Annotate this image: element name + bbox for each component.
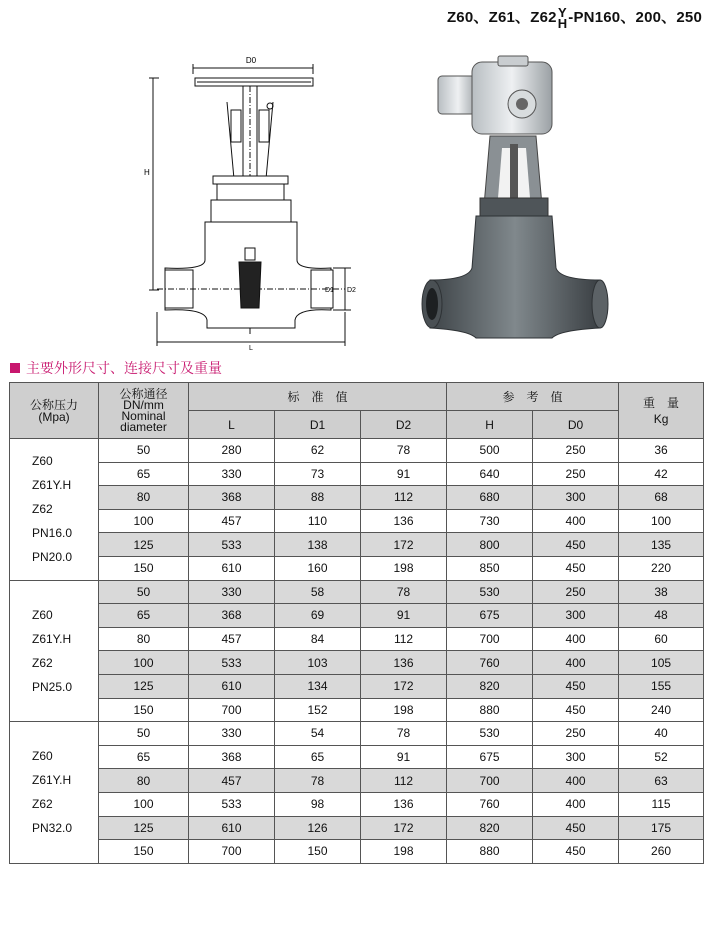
valve-photo	[410, 48, 625, 348]
table-cell: 110	[275, 509, 361, 533]
pressure-group-line: PN20.0	[32, 550, 73, 565]
table-cell: 530	[447, 580, 533, 604]
header-pressure: 公称压力 (Mpa)	[10, 383, 99, 439]
table-cell: 700	[447, 769, 533, 793]
table-cell: 533	[189, 792, 275, 816]
table-cell: 610	[189, 674, 275, 698]
table-row	[10, 840, 704, 864]
table-cell: 160	[275, 556, 361, 580]
table-cell: 58	[275, 580, 361, 604]
pressure-group-line: Z61Y.H	[32, 478, 72, 493]
table-row	[10, 769, 704, 793]
table-cell: 63	[619, 769, 704, 793]
table-cell: 112	[361, 486, 447, 510]
table-cell: 50	[99, 580, 189, 604]
table-cell: 52	[619, 745, 704, 769]
table-cell: 300	[533, 486, 619, 510]
table-cell: 112	[361, 769, 447, 793]
table-cell: 38	[619, 580, 704, 604]
table-cell: 65	[99, 745, 189, 769]
table-cell: 48	[619, 604, 704, 628]
table-cell: 250	[533, 439, 619, 463]
table-row	[10, 486, 704, 510]
table-cell: 80	[99, 627, 189, 651]
table-cell: 68	[619, 486, 704, 510]
pressure-group-line: PN25.0	[32, 679, 73, 694]
table-cell: 220	[619, 556, 704, 580]
table-cell: 98	[275, 792, 361, 816]
table-cell: 300	[533, 604, 619, 628]
pressure-group-label	[10, 439, 99, 581]
table-cell: 125	[99, 674, 189, 698]
table-cell: 760	[447, 651, 533, 675]
table-cell: 78	[361, 580, 447, 604]
title-top: Y	[558, 5, 567, 21]
table-cell: 250	[533, 722, 619, 746]
header-l: L	[189, 411, 275, 439]
table-row	[10, 792, 704, 816]
table-cell: 850	[447, 556, 533, 580]
pressure-group-line: PN32.0	[32, 821, 73, 836]
table-cell: 150	[275, 840, 361, 864]
header-d1: D1	[275, 411, 361, 439]
table-cell: 150	[99, 698, 189, 722]
table-cell: 88	[275, 486, 361, 510]
table-cell: 820	[447, 674, 533, 698]
table-cell: 300	[533, 745, 619, 769]
table-cell: 400	[533, 769, 619, 793]
table-cell: 457	[189, 509, 275, 533]
table-cell: 450	[533, 698, 619, 722]
table-cell: 175	[619, 816, 704, 840]
table-cell: 84	[275, 627, 361, 651]
table-cell: 78	[361, 722, 447, 746]
table-cell: 250	[533, 580, 619, 604]
table-row	[10, 509, 704, 533]
table-row	[10, 439, 704, 463]
table-cell: 100	[99, 792, 189, 816]
table-cell: 680	[447, 486, 533, 510]
table-cell: 50	[99, 722, 189, 746]
label-d1: D1	[325, 287, 334, 294]
header-standard: 标 准 值	[189, 383, 447, 411]
table-cell: 91	[361, 745, 447, 769]
table-cell: 330	[189, 580, 275, 604]
spec-table	[9, 382, 704, 864]
table-cell: 368	[189, 745, 275, 769]
table-cell: 198	[361, 556, 447, 580]
table-row	[10, 462, 704, 486]
table-cell: 457	[189, 769, 275, 793]
table-cell: 172	[361, 816, 447, 840]
table-row	[10, 533, 704, 557]
table-cell: 450	[533, 533, 619, 557]
title-prefix: Z60、Z61、Z62	[446, 9, 557, 26]
header-d2: D2	[361, 411, 447, 439]
pressure-group-line: Z60	[32, 607, 53, 622]
header-diameter: 公称通径 DN/mm Nominal diameter	[99, 383, 189, 439]
table-cell: 69	[275, 604, 361, 628]
table-cell: 112	[361, 627, 447, 651]
section-title: 主要外形尺寸、连接尺寸及重量	[26, 360, 222, 376]
table-row	[10, 722, 704, 746]
table-cell: 152	[275, 698, 361, 722]
pressure-group-line: Z60	[32, 749, 53, 764]
table-cell: 36	[619, 439, 704, 463]
pressure-group-line: Z62	[32, 502, 53, 517]
table-cell: 533	[189, 533, 275, 557]
table-cell: 700	[447, 627, 533, 651]
title-bottom: H	[557, 16, 568, 32]
page-title	[446, 5, 702, 32]
table-cell: 65	[275, 745, 361, 769]
table-cell: 80	[99, 486, 189, 510]
title-suffix: -PN160、200、250	[568, 9, 702, 26]
title-yh-stack	[557, 5, 568, 32]
table-cell: 820	[447, 816, 533, 840]
table-cell: 100	[99, 651, 189, 675]
table-cell: 150	[99, 556, 189, 580]
table-cell: 400	[533, 792, 619, 816]
table-cell: 136	[361, 792, 447, 816]
table-cell: 457	[189, 627, 275, 651]
table-cell: 150	[99, 840, 189, 864]
table-cell: 450	[533, 556, 619, 580]
table-cell: 330	[189, 462, 275, 486]
table-cell: 115	[619, 792, 704, 816]
label-h: H	[144, 168, 150, 177]
table-cell: 42	[619, 462, 704, 486]
pressure-group-label	[10, 580, 99, 722]
pressure-group-line: Z62	[32, 797, 53, 812]
table-cell: 880	[447, 840, 533, 864]
table-cell: 73	[275, 462, 361, 486]
table-cell: 103	[275, 651, 361, 675]
valve-drawing	[135, 50, 370, 350]
table-cell: 105	[619, 651, 704, 675]
header-reference: 参 考 值	[447, 383, 619, 411]
table-cell: 533	[189, 651, 275, 675]
table-cell: 400	[533, 509, 619, 533]
table-cell: 125	[99, 533, 189, 557]
header-d0: D0	[533, 411, 619, 439]
table-cell: 155	[619, 674, 704, 698]
table-cell: 610	[189, 556, 275, 580]
table-row	[10, 604, 704, 628]
table-cell: 136	[361, 651, 447, 675]
table-cell: 125	[99, 816, 189, 840]
label-d2: D2	[347, 287, 356, 294]
table-cell: 640	[447, 462, 533, 486]
table-cell: 65	[99, 462, 189, 486]
table-row	[10, 651, 704, 675]
table-cell: 65	[99, 604, 189, 628]
table-cell: 172	[361, 674, 447, 698]
section-heading	[10, 358, 222, 378]
table-cell: 260	[619, 840, 704, 864]
table-cell: 675	[447, 604, 533, 628]
table-cell: 54	[275, 722, 361, 746]
table-cell: 50	[99, 439, 189, 463]
table-cell: 760	[447, 792, 533, 816]
table-cell: 880	[447, 698, 533, 722]
pressure-group-line: Z60	[32, 454, 53, 469]
table-cell: 800	[447, 533, 533, 557]
pressure-group-line: Z61Y.H	[32, 773, 72, 788]
section-square-icon	[10, 363, 20, 373]
table-cell: 100	[619, 509, 704, 533]
table-cell: 450	[533, 840, 619, 864]
table-cell: 450	[533, 816, 619, 840]
table-row	[10, 556, 704, 580]
table-cell: 240	[619, 698, 704, 722]
table-cell: 62	[275, 439, 361, 463]
table-cell: 91	[361, 462, 447, 486]
table-cell: 198	[361, 698, 447, 722]
table-cell: 136	[361, 509, 447, 533]
label-l: L	[249, 345, 253, 350]
table-cell: 80	[99, 769, 189, 793]
table-cell: 530	[447, 722, 533, 746]
table-cell: 700	[189, 840, 275, 864]
table-cell: 450	[533, 674, 619, 698]
table-row	[10, 627, 704, 651]
table-cell: 138	[275, 533, 361, 557]
table-cell: 172	[361, 533, 447, 557]
table-cell: 400	[533, 651, 619, 675]
table-row	[10, 698, 704, 722]
table-cell: 135	[619, 533, 704, 557]
table-cell: 134	[275, 674, 361, 698]
pressure-group-line: Z61Y.H	[32, 631, 72, 646]
table-row	[10, 580, 704, 604]
table-cell: 78	[275, 769, 361, 793]
table-cell: 700	[189, 698, 275, 722]
table-cell: 675	[447, 745, 533, 769]
table-cell: 60	[619, 627, 704, 651]
table-cell: 610	[189, 816, 275, 840]
table-cell: 250	[533, 462, 619, 486]
pressure-group-line: PN16.0	[32, 526, 73, 541]
table-cell: 78	[361, 439, 447, 463]
table-cell: 100	[99, 509, 189, 533]
table-cell: 330	[189, 722, 275, 746]
pressure-group-line: Z62	[32, 655, 53, 670]
table-cell: 91	[361, 604, 447, 628]
table-cell: 500	[447, 439, 533, 463]
table-cell: 280	[189, 439, 275, 463]
table-row	[10, 674, 704, 698]
table-row	[10, 745, 704, 769]
label-d0: D0	[245, 56, 257, 65]
header-h: H	[447, 411, 533, 439]
table-cell: 198	[361, 840, 447, 864]
table-cell: 368	[189, 486, 275, 510]
table-cell: 368	[189, 604, 275, 628]
table-cell: 40	[619, 722, 704, 746]
table-cell: 400	[533, 627, 619, 651]
table-cell: 126	[275, 816, 361, 840]
header-weight: 重 量 Kg	[619, 383, 704, 439]
table-row	[10, 816, 704, 840]
table-cell: 730	[447, 509, 533, 533]
pressure-group-label	[10, 722, 99, 864]
